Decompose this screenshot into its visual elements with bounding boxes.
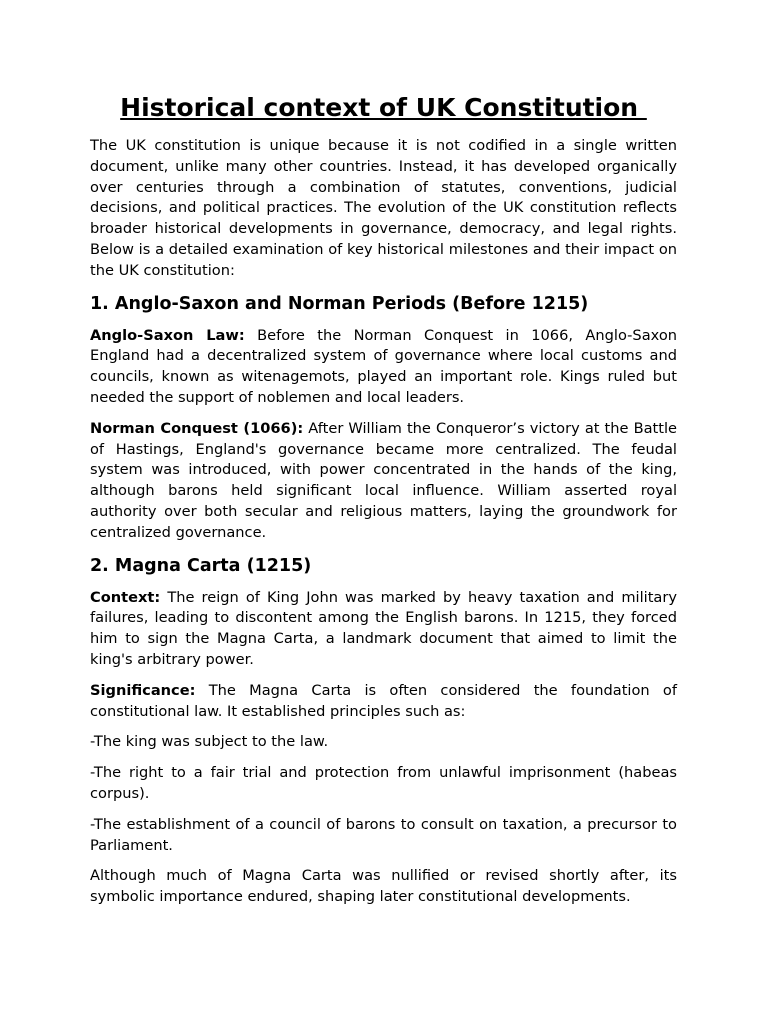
list-item: -The right to a fair trial and protection from unlawful imprisonment (habeas corpus). xyxy=(90,764,677,802)
paragraph-text: The reign of King John was marked by heavy taxation and military failures, leading to discontent among the English barons. In 1215, they forced him to sign the Magna Carta, a landmark document that aimed to limit the king's arbitrary power. xyxy=(90,588,677,668)
list-item: -The establishment of a council of barons to consult on taxation, a precursor to Parliament. xyxy=(90,815,677,854)
document-page xyxy=(90,92,677,918)
paragraph-text: Before the Norman Conquest in 1066, Anglo-Saxon England had a decentralized system of governance where local customs and councils, known as witenagemots, played an important role. Kings ruled but needed the support of noblemen and local leaders. xyxy=(90,326,678,406)
paragraph-lead: Significance: xyxy=(90,681,196,699)
intro-paragraph: The UK constitution is unique because it is not codified in a single written document, unlike many other countries. Instead, it has developed organically over centuries through a combination of statutes, conventions, judicial decisions, and political practices. The evolution of the UK constitution reflects broader historical developments in governance, democracy, and legal rights. Below is a detailed examination of key historical milestones and their impact on the UK constitution: xyxy=(90,137,677,279)
paragraph-lead: Context: xyxy=(90,588,161,606)
paragraph-text: The Magna Carta is often considered the foundation of constitutional law. It established principles such as: xyxy=(90,681,677,720)
section-heading-anglo-saxon-norman: 1. Anglo-Saxon and Norman Periods (Before 1215) xyxy=(90,293,589,314)
paragraph-text: After William the Conqueror’s victory at the Battle of Hastings, England's governance became more centralized. The feudal system was introduced, with power concentrated in the hands of the king, although barons held significant local influence. William asserted royal authority over both secular and religious matters, laying the groundwork for centralized governance. xyxy=(90,419,677,541)
paragraph-context xyxy=(90,588,677,671)
paragraph-anglo-saxon-law xyxy=(90,326,677,409)
paragraph-lead: Anglo-Saxon Law: xyxy=(90,326,245,344)
paragraph-lead: Norman Conquest (1066): xyxy=(90,419,304,437)
document-title: Historical context of UK Constitution xyxy=(120,93,647,122)
paragraph-significance xyxy=(90,681,677,723)
section-heading-magna-carta: 2. Magna Carta (1215) xyxy=(90,555,312,576)
paragraph-norman-conquest xyxy=(90,419,677,544)
list-item: -The king was subject to the law. xyxy=(90,733,329,751)
closing-paragraph: Although much of Magna Carta was nullified or revised shortly after, its symbolic importance endured, shaping later constitutional developments. xyxy=(90,867,677,906)
